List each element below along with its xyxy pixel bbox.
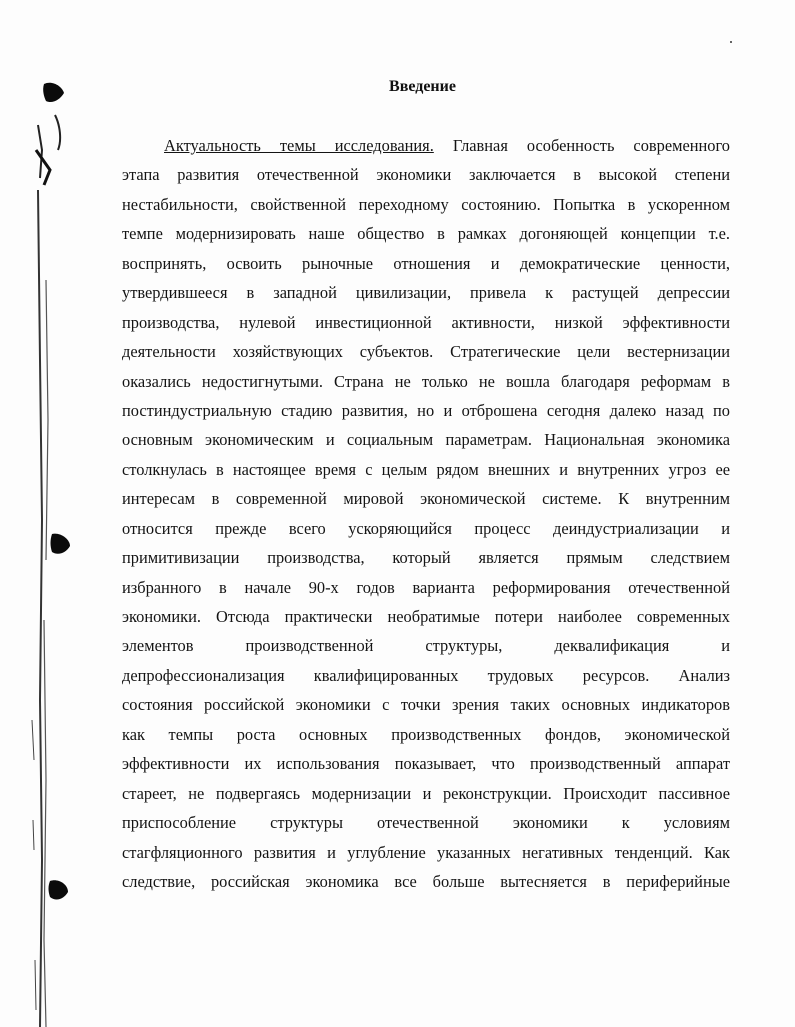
- binding-hole-bottom: [49, 880, 69, 899]
- text-line: как темпы роста основных производственных фондов, экономической: [122, 724, 730, 744]
- text-line: примитивизации производства, который является прямым следствием: [122, 548, 730, 568]
- text-line: следствие, российская экономика все больше вытесняется в периферийные: [122, 871, 730, 891]
- body-paragraph: [122, 131, 730, 896]
- text-line: элементов производственной структуры, деквалификация и: [122, 636, 730, 656]
- text-line: стареет, не подвергаясь модернизации и реконструкции. Происходит пассивное: [122, 783, 730, 803]
- text-line: столкнулась в настоящее время с целым рядом внешних и внутренних угроз ее: [122, 459, 730, 479]
- text-line: производства, нулевой инвестиционной активности, низкой эффективности: [122, 312, 730, 332]
- text-line: деятельности хозяйствующих субъектов. Стратегические цели вестернизации: [122, 342, 730, 362]
- binding-edge-artifacts: [0, 0, 70, 1027]
- text-line: постиндустриальную стадию развития, но и отброшена сегодня далеко назад по: [122, 400, 730, 420]
- text-line: нестабильности, свойственной переходному состоянию. Попытка в ускоренном: [122, 194, 730, 214]
- text-line: интересам в современной мировой экономической системе. К внутренним: [122, 489, 730, 509]
- text-line: состояния российской экономики с точки зрения таких основных индикаторов: [122, 695, 730, 715]
- text-line: темпе модернизировать наше общество в рамках догоняющей концепции т.е.: [122, 224, 730, 244]
- text-line: эффективности их использования показывает, что производственный аппарат: [122, 754, 730, 774]
- scan-speck: [730, 41, 732, 43]
- page-title: Введение: [389, 78, 456, 95]
- section-lead-phrase: Актуальность темы исследования.: [164, 136, 434, 155]
- text-line: этапа развития отечественной экономики заключается в высокой степени: [122, 165, 730, 185]
- text-line: относится прежде всего ускоряющийся процесс деиндустриализации и: [122, 518, 730, 538]
- text-line: основным экономическим и социальным параметрам. Национальная экономика: [122, 430, 730, 450]
- text-line: оказались недостигнутыми. Страна не только не вошла благодаря реформам в: [122, 371, 730, 391]
- text-line: избранного в начале 90-х годов варианта реформирования отечественной: [122, 577, 730, 597]
- text-line: стагфляционного развития и углубление указанных негативных тенденций. Как: [122, 842, 730, 862]
- text-line: депрофессионализация квалифицированных трудовых ресурсов. Анализ: [122, 665, 730, 685]
- text-line: экономики. Отсюда практически необратимые потери наиболее современных: [122, 607, 730, 626]
- text-line: Актуальность темы исследования. Главная особенность современного: [164, 136, 731, 155]
- text-line: воспринять, освоить рыночные отношения и демократические ценности,: [122, 253, 730, 273]
- text-line: приспособление структуры отечественной экономики к условиям: [122, 813, 730, 833]
- text-line: утвердившееся в западной цивилизации, привела к растущей депрессии: [122, 283, 730, 303]
- binding-hole-middle: [51, 534, 71, 554]
